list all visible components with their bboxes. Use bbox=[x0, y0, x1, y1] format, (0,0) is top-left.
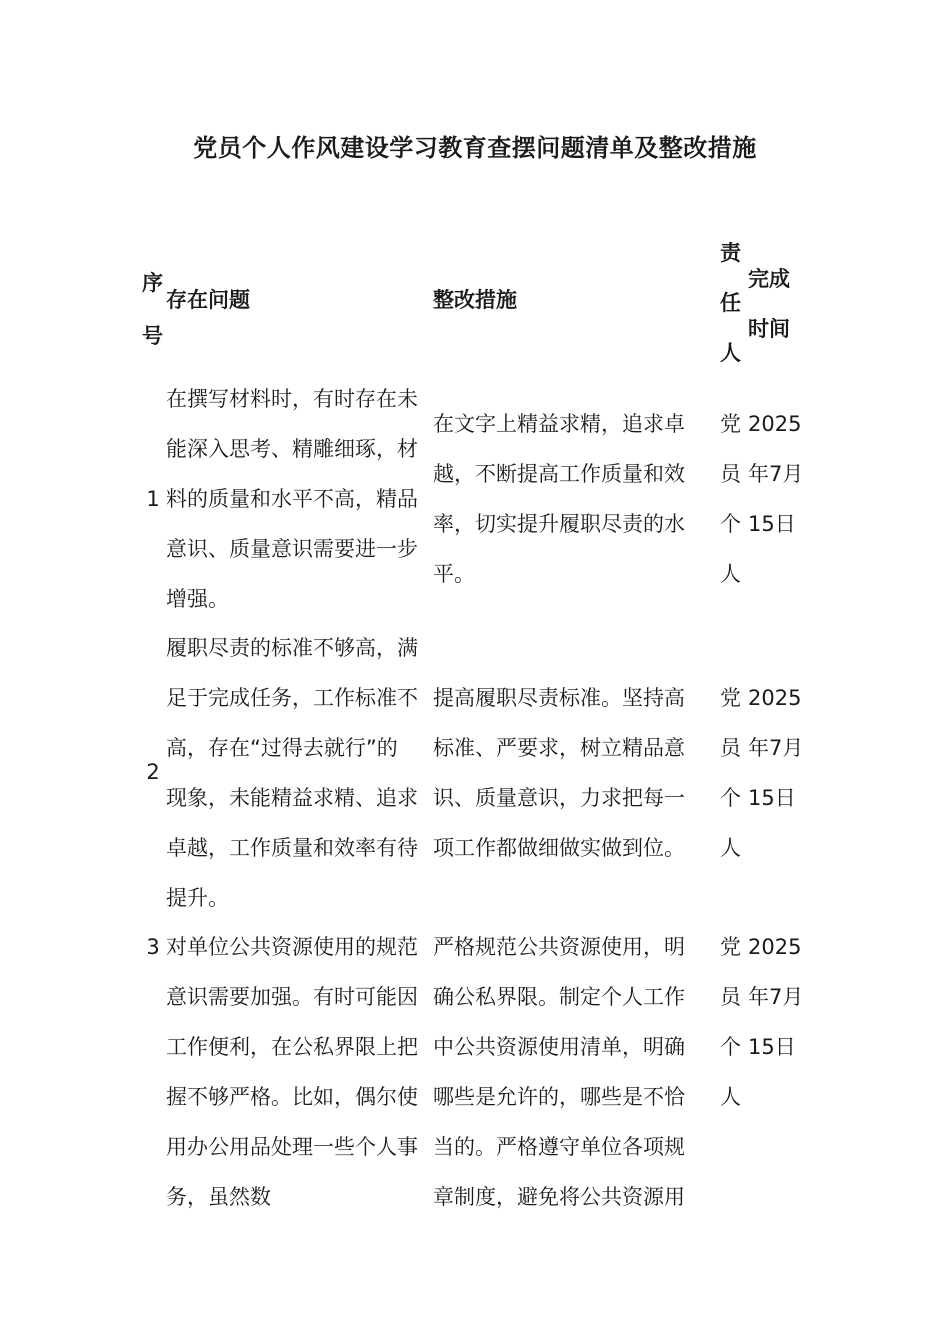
row-responsible: 党员个人 bbox=[720, 935, 741, 1109]
header-deadline: 完成时间 bbox=[748, 267, 790, 341]
header-problem: 存在问题 bbox=[166, 288, 250, 312]
row-measure: 提高履职尽责标准。坚持高标准、严要求，树立精品意识、质量意识，力求把每一项工作都做细做实做到位。 bbox=[433, 686, 685, 860]
row-responsible: 党员个人 bbox=[720, 412, 741, 586]
row-problem: 对单位公共资源使用的规范意识需要加强。有时可能因工作便利，在公私界限上把握不够严格。比如，偶尔使用办公用品处理一些个人事务，虽然数 bbox=[166, 935, 418, 1209]
row-deadline: 2025年7月15日 bbox=[748, 686, 804, 810]
row-num: 2 bbox=[146, 760, 160, 784]
header-num: 序号 bbox=[142, 271, 163, 348]
document-title: 党员个人作风建设学习教育查摆问题清单及整改措施 bbox=[193, 134, 757, 162]
row-deadline: 2025年7月15日 bbox=[748, 935, 804, 1059]
row-deadline: 2025年7月15日 bbox=[748, 412, 804, 536]
header-responsible: 责任人 bbox=[720, 241, 741, 365]
header-measure: 整改措施 bbox=[433, 288, 517, 312]
row-num: 1 bbox=[146, 487, 160, 511]
row-responsible: 党员个人 bbox=[720, 686, 741, 860]
row-measure: 严格规范公共资源使用，明确公私界限。制定个人工作中公共资源使用清单，明确哪些是允许的，哪些是不恰当的。严格遵守单位各项规章制度，避免将公共资源用 bbox=[433, 935, 685, 1209]
row-measure: 在文字上精益求精，追求卓越，不断提高工作质量和效率，切实提升履职尽责的水平。 bbox=[433, 412, 685, 586]
row-num: 3 bbox=[146, 935, 160, 959]
row-problem: 在撰写材料时，有时存在未能深入思考、精雕细琢，材料的质量和水平不高，精品意识、质量意识需要进一步增强。 bbox=[166, 387, 418, 611]
row-problem: 履职尽责的标准不够高，满足于完成任务，工作标准不高，存在“过得去就行”的现象，未能精益求精、追求卓越，工作质量和效率有待提升。 bbox=[166, 636, 418, 910]
